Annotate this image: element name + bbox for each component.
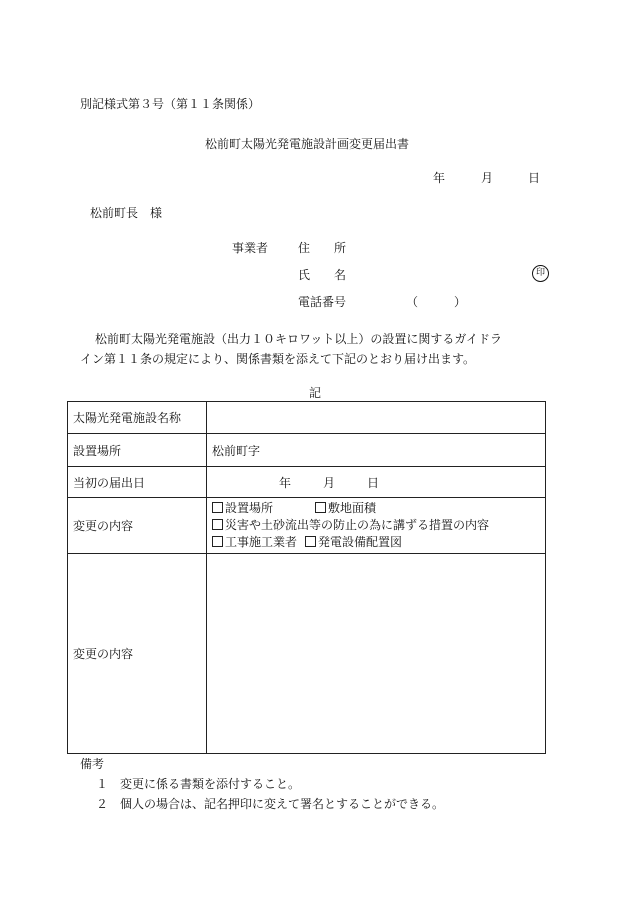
first-notice-date-field[interactable] <box>207 467 546 498</box>
name-label: 氏 名 <box>298 268 347 282</box>
checkbox-layout-drawing[interactable] <box>305 536 316 547</box>
checkbox-disaster-measures[interactable] <box>212 519 223 530</box>
ki-heading: 記 <box>309 386 322 400</box>
addressee: 松前町長 様 <box>90 206 163 220</box>
option-line-1 <box>212 500 540 517</box>
form-number: 別記様式第３号（第１１条関係） <box>80 97 261 111</box>
change-items-label: 変更の内容 <box>68 498 207 554</box>
option-disaster-measures[interactable] <box>212 518 489 532</box>
option-layout-drawing[interactable] <box>305 535 402 549</box>
address-label: 住 所 <box>298 241 347 255</box>
option-location-label: 設置場所 <box>225 501 274 515</box>
table-row-first-notice-date <box>68 467 546 498</box>
facility-name-label: 太陽光発電施設名称 <box>68 402 207 434</box>
option-site-area-label: 敷地面積 <box>328 501 377 515</box>
table-row-change-detail <box>68 554 546 754</box>
date-year-label: 年 <box>433 171 446 185</box>
note-2-text: 個人の場合は、記名押印に変えて署名とすることができる。 <box>120 797 445 811</box>
option-disaster-measures-label: 災害や土砂流出等の防止の為に講ずる措置の内容 <box>225 518 490 532</box>
first-notice-year: 年 <box>279 475 292 490</box>
change-detail-label: 変更の内容 <box>68 554 207 754</box>
date-month-label: 月 <box>481 171 494 185</box>
checkbox-location[interactable] <box>212 502 223 513</box>
change-detail-field[interactable] <box>207 554 546 754</box>
body-text-line-2: イン第１１条の規定により、関係書類を添えて下記のとおり届け出ます。 <box>80 352 476 366</box>
option-line-2 <box>212 517 540 534</box>
applicant-role-label: 事業者 <box>232 241 269 255</box>
note-1-number: １ <box>96 777 109 791</box>
change-items-options <box>207 498 546 554</box>
option-layout-drawing-label: 発電設備配置図 <box>318 535 403 549</box>
first-notice-day: 日 <box>367 475 380 490</box>
option-line-3 <box>212 534 540 551</box>
notes-heading: 備考 <box>80 757 105 771</box>
table-row-change-items <box>68 498 546 554</box>
option-contractor[interactable] <box>212 535 297 549</box>
location-field[interactable]: 松前町字 <box>207 434 546 467</box>
seal-mark: 印 <box>532 265 549 282</box>
table-row-facility-name <box>68 402 546 434</box>
location-label: 設置場所 <box>68 434 207 467</box>
first-notice-month: 月 <box>323 475 336 490</box>
checkbox-contractor[interactable] <box>212 536 223 547</box>
table-row-location <box>68 434 546 467</box>
first-notice-date-label: 当初の届出日 <box>68 467 207 498</box>
phone-parentheses: （ ） <box>406 295 467 309</box>
option-contractor-label: 工事施工業者 <box>225 535 298 549</box>
note-2-number: ２ <box>96 797 109 811</box>
notification-form-table <box>67 401 546 754</box>
option-site-area[interactable] <box>315 501 376 515</box>
body-text-line-1: 松前町太陽光発電施設（出力１０キロワット以上）の設置に関するガイドラ <box>95 332 503 346</box>
document-title: 松前町太陽光発電施設計画変更届出書 <box>205 137 410 151</box>
option-location[interactable] <box>212 501 273 515</box>
note-1-text: 変更に係る書類を添付すること。 <box>120 777 301 791</box>
date-day-label: 日 <box>528 171 541 185</box>
facility-name-field[interactable] <box>207 402 546 434</box>
checkbox-site-area[interactable] <box>315 502 326 513</box>
phone-label: 電話番号 <box>298 295 347 309</box>
